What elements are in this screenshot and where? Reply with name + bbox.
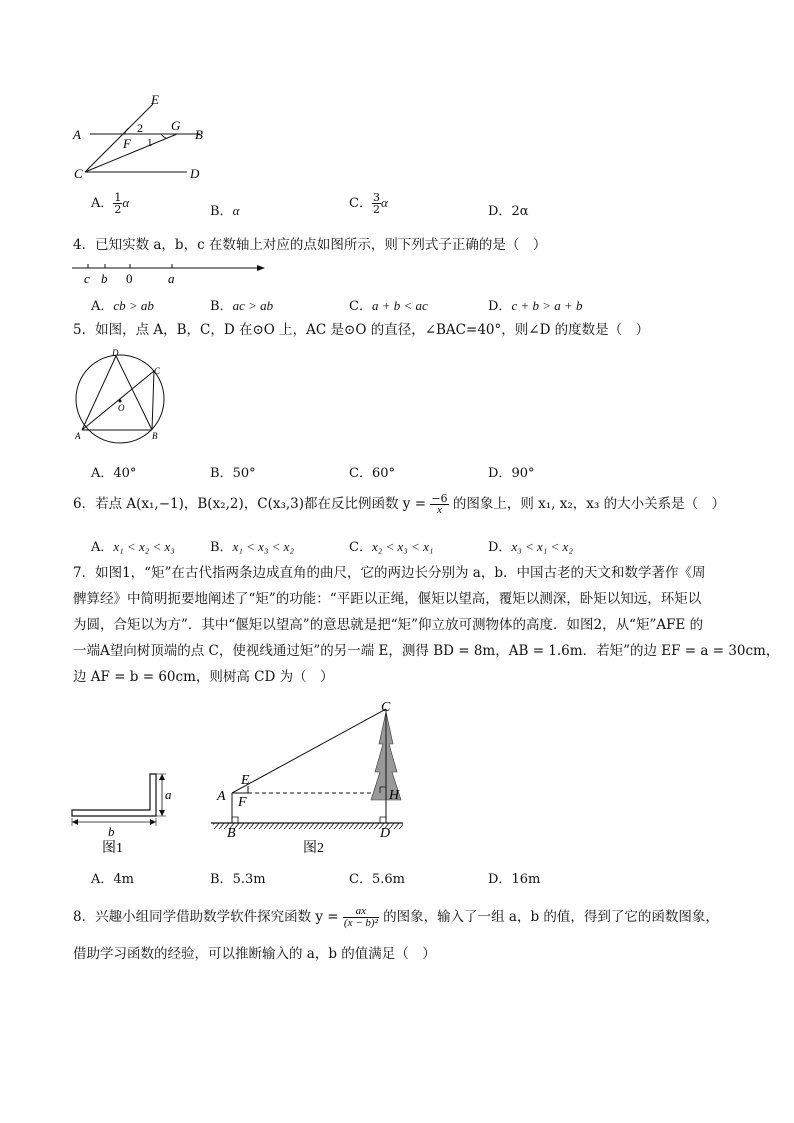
- q7-line-2: 髀算经》中简明扼要地阐述了“矩”的功能：“平距以正绳，偃矩以望高，覆矩以测深，卧矩以知远，环矩以: [73, 591, 702, 607]
- q3-option-c[interactable]: C． $\frac{3}{2}$ α: [349, 191, 388, 216]
- label-D: D: [112, 348, 119, 358]
- q5-option-b[interactable]: B．50°: [210, 466, 256, 481]
- q6-option-c[interactable]: C．x₂ < x₃ < x₁: [349, 539, 434, 555]
- q4-option-c[interactable]: C．a + b < ac: [349, 298, 428, 314]
- q7-line-1: 7．如图1，“矩”在古代指两条边成直角的曲尺，它的两边长分别为 a，b．中国古老的天文和数学著作《周: [73, 565, 706, 581]
- q4-stem: 4．已知实数 a，b，c 在数轴上对应的点如图所示，则下列式子正确的是（ ）: [73, 237, 547, 253]
- alpha-var: α: [122, 195, 130, 210]
- q7-option-d[interactable]: D．16m: [488, 872, 541, 887]
- q8-stem-line-1: 8．兴趣小组同学借助数学软件探究函数 y = $\frac{ax}{\text{(x − b)²}}$ 的图象，输入了一组 a，b 的值，得到了它的函数图象，: [73, 905, 719, 929]
- q3-option-a[interactable]: [91, 192, 129, 215]
- fraction: $\frac{1}{2}$: [114, 191, 122, 216]
- q3-option-b[interactable]: B．α: [210, 203, 240, 219]
- label-A: A: [75, 431, 81, 441]
- chord-BD: [116, 356, 152, 430]
- q7-option-b[interactable]: B．5.3m: [210, 872, 266, 887]
- label-C: C: [74, 166, 83, 181]
- q4-number-line: [70, 260, 270, 290]
- right-angle-B: [232, 817, 238, 823]
- q5-option-d[interactable]: D．90°: [488, 466, 535, 481]
- option-letter: A．: [91, 196, 114, 211]
- q7-figure-1: [66, 768, 186, 858]
- label-E: E: [151, 92, 159, 107]
- q7-option-a[interactable]: A．4m: [91, 872, 134, 887]
- label-H: H: [389, 788, 400, 803]
- q5-option-c[interactable]: C．60°: [349, 466, 395, 481]
- line-CE: [85, 104, 153, 172]
- label-C: C: [381, 700, 391, 715]
- axis-label-a: a: [168, 271, 175, 286]
- label-A: A: [217, 789, 226, 804]
- axis-label-b: b: [101, 271, 108, 286]
- caption-fig2: 图2: [303, 841, 324, 856]
- right-angle-D: [380, 817, 386, 823]
- option-letter: D．: [488, 204, 512, 219]
- q4-option-a[interactable]: A．cb > ab: [91, 298, 154, 314]
- q6-option-d[interactable]: D．x₃ < x₁ < x₂: [488, 539, 573, 555]
- q4-option-d[interactable]: D．c + b > a + b: [488, 298, 583, 314]
- line-CG: [85, 134, 177, 172]
- caption-fig1: 图1: [102, 841, 123, 856]
- fraction: $\frac{3}{2}$: [372, 191, 380, 216]
- q5-stem: 5．如图，点 A，B，C，D 在⊙O 上，AC 是⊙O 的直径，∠BAC=40°，则∠D 的度数是（ ）: [73, 322, 650, 338]
- label-O: O: [118, 403, 125, 413]
- chord-BC: [152, 371, 154, 430]
- label-A: A: [73, 127, 81, 142]
- q5-circle-figure: [68, 346, 172, 446]
- label-F: F: [238, 795, 247, 810]
- label-angle-1: 1: [147, 137, 153, 149]
- label-G: G: [171, 118, 181, 133]
- axis-label-c: c: [84, 271, 90, 286]
- option-letter: C．: [349, 196, 372, 211]
- q6-option-b[interactable]: B．x₁ < x₃ < x₂: [210, 539, 294, 555]
- label-b: b: [108, 824, 115, 839]
- angle-arc-1: [161, 134, 166, 138]
- label-B: B: [227, 826, 236, 841]
- q7-option-c[interactable]: C．5.6m: [349, 872, 405, 887]
- q7-line-3: 为圆，合矩以为方”．其中“偃矩以望高”的意思就是把“矩”仰立放可测物体的高度．如图2，从“矩”AFE 的: [73, 617, 704, 633]
- q8-stem-line-2: 借助学习函数的经验，可以推断输入的 a，b 的值满足（ ）: [73, 946, 436, 962]
- q7-stem: [73, 560, 780, 690]
- sightline-AC: [232, 709, 386, 793]
- q8-fraction: $\frac{ax}{\text{(x − b)²}}$: [343, 905, 378, 929]
- q7-line-4: 一端A望向树顶端的点 C，使视线通过矩”的另一端 E，测得 BD = 8m，AB = 1.6m．若矩”的边 EF = a = 30cm，: [73, 643, 780, 659]
- q6-option-a[interactable]: A．x₁ < x₂ < x₃: [91, 539, 175, 555]
- label-B: B: [195, 127, 203, 142]
- label-B: B: [152, 431, 158, 441]
- q4-option-b[interactable]: B．ac > ab: [210, 298, 274, 314]
- label-E: E: [241, 773, 250, 788]
- label-C: C: [154, 366, 161, 376]
- label-D: D: [190, 166, 200, 181]
- q6-fraction: $\frac{-6}{x}$: [431, 492, 448, 516]
- carpenter-square: [72, 774, 156, 816]
- q3-option-d[interactable]: D．2α: [488, 204, 529, 219]
- label-F: F: [123, 136, 131, 151]
- label-D: D: [380, 826, 391, 841]
- option-letter: B．: [210, 204, 233, 219]
- label-angle-2: 2: [137, 121, 143, 135]
- q6-stem: 6．若点 A(x₁,−1)，B(x₂,2)，C(x₃,3)都在反比例函数 y = $\frac{-6}{x}$ 的图象上，则 x₁, x₂，x₃ 的大小关系是（ ）: [73, 492, 726, 516]
- chord-AD: [82, 356, 116, 430]
- q3-geometry-figure: [65, 92, 215, 184]
- axis-label-0: 0: [126, 271, 133, 286]
- label-a: a: [165, 787, 172, 802]
- q7-line-5: 边 AF = b = 60cm，则树高 CD 为（ ）: [73, 669, 334, 685]
- chord-AC: [82, 371, 154, 430]
- q5-option-a[interactable]: A．40°: [91, 466, 137, 481]
- q7-figure-2: [205, 696, 415, 861]
- ground-hatching: [213, 823, 403, 829]
